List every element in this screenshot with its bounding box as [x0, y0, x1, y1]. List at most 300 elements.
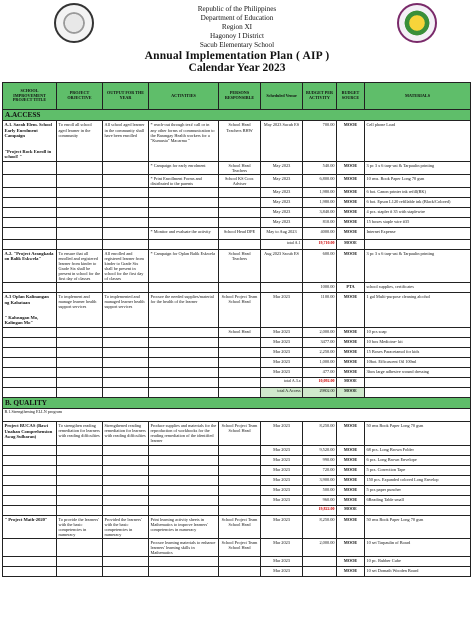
activity-cell: * Monitor and evaluate the activity	[149, 227, 219, 239]
materials-cell: 6Reading Table small	[365, 495, 471, 505]
project-title: A.3 Oplan Kalinangan ng Kabataan	[4, 294, 49, 305]
objective-cell	[57, 217, 103, 227]
schedule-cell	[261, 283, 303, 293]
activity-cell	[149, 347, 219, 357]
schedule-cell: May 2023	[261, 174, 303, 187]
budget-cell: 477.00	[303, 367, 337, 377]
objective-cell	[57, 495, 103, 505]
source-cell: MOOE	[337, 161, 365, 174]
col-header-objective: PROJECT OBJECTIVE	[57, 83, 103, 110]
output-cell: All enrolled and registered learner from kinder to Grade Six shall be present in school for the first day of classes	[103, 249, 149, 282]
aip-table	[2, 82, 471, 577]
output-cell	[103, 161, 149, 174]
objective-cell	[57, 445, 103, 455]
materials-cell: 6 bot. Epson L120 refillable ink (Black/Colored)	[365, 197, 471, 207]
output-cell	[103, 187, 149, 197]
col-header-persons: PERSONS RESPONSIBLE	[219, 83, 261, 110]
materials-cell: 10 rms. Book Paper Long 70 gsm	[365, 174, 471, 187]
schedule-cell: Mar 2023	[261, 445, 303, 455]
persons-cell	[219, 217, 261, 227]
output-cell	[103, 377, 149, 387]
project-title-cell	[3, 495, 57, 505]
activity-cell	[149, 239, 219, 249]
budget-cell: 990.00	[303, 455, 337, 465]
project-title: A.1. Sarah Elem. School Early Enrolment Campaign	[4, 122, 52, 139]
project-title-cell	[3, 377, 57, 387]
schedule-cell: May 2023 Sacub ES	[261, 121, 303, 161]
schedule-cell: Mar 2023	[261, 347, 303, 357]
table-row	[3, 337, 471, 347]
persons-cell	[219, 465, 261, 475]
budget-cell: 1100.00	[303, 293, 337, 328]
col-header-budget: BUDGET PER ACTIVITY	[303, 83, 337, 110]
col-header-activities: ACTIVITIES	[149, 83, 219, 110]
source-cell: MOOE	[337, 217, 365, 227]
schedule-cell: Mar 2023	[261, 422, 303, 445]
objective-cell: To ensure that all enrolled and registered learner from kinder to Grade Six shall be present in school for the first day of classes	[57, 249, 103, 282]
table-row	[3, 495, 471, 505]
table-row	[3, 161, 471, 174]
table-row	[3, 538, 471, 556]
schedule-cell: total A.Access	[261, 387, 303, 397]
schedule-cell: Mar 2023	[261, 475, 303, 485]
output-cell	[103, 475, 149, 485]
materials-cell	[365, 505, 471, 515]
objective-cell	[57, 475, 103, 485]
materials-cell: school supplies, certificates	[365, 283, 471, 293]
output-cell: Provided the learners' with the basic competencies in numeracy	[103, 515, 149, 538]
header-line-region: Region XI	[221, 23, 253, 31]
output-cell	[103, 207, 149, 217]
output-cell	[103, 337, 149, 347]
output-cell	[103, 505, 149, 515]
budget-cell: 1000.00	[303, 283, 337, 293]
output-cell	[103, 217, 149, 227]
budget-cell: 3,840.00	[303, 207, 337, 217]
schedule-cell: May 2023	[261, 207, 303, 217]
document-header	[0, 0, 474, 82]
activity-cell	[149, 566, 219, 576]
output-cell: Strengthened reading remediation for learners with reading difficulties	[103, 422, 149, 445]
table-row	[3, 197, 471, 207]
output-cell	[103, 387, 149, 397]
persons-cell: School Head Teachers	[219, 161, 261, 174]
output-cell	[103, 357, 149, 367]
objective-cell	[57, 283, 103, 293]
schedule-cell: total A.3.a	[261, 377, 303, 387]
source-cell: MOOE	[337, 197, 365, 207]
section-subtitle-row	[3, 409, 471, 422]
schedule-cell: May 2023	[261, 161, 303, 174]
activity-cell	[149, 283, 219, 293]
activity-cell	[149, 207, 219, 217]
project-title-cell	[3, 455, 57, 465]
materials-cell: 6 pcs. Long Brown Envelope	[365, 455, 471, 465]
project-title-cell: A.2. "Project Arangkada on Balik Eskwela"	[3, 249, 57, 282]
persons-cell	[219, 357, 261, 367]
project-slogan: " Kalusugan Mo, Kalingan Mo"	[4, 314, 39, 326]
activity-cell	[149, 485, 219, 495]
source-cell: MOOE	[337, 357, 365, 367]
budget-cell: 2,000.00	[303, 538, 337, 556]
output-cell	[103, 445, 149, 455]
document-title: Annual Implementation Plan ( AIP )	[144, 50, 330, 62]
objective-cell	[57, 538, 103, 556]
subtotal-row	[3, 505, 471, 515]
source-cell: MOOE	[337, 207, 365, 217]
section-subtitle-quality: B.1.Strengthening ELLN program	[3, 409, 471, 422]
source-cell: PTA	[337, 283, 365, 293]
schedule-cell: May 2023	[261, 187, 303, 197]
budget-cell: 2,250.00	[303, 347, 337, 357]
objective-cell	[57, 566, 103, 576]
persons-cell	[219, 485, 261, 495]
objective-cell	[57, 337, 103, 347]
objective-cell	[57, 197, 103, 207]
budget-cell	[303, 556, 337, 566]
source-cell: MOOE	[337, 556, 365, 566]
objective-cell	[57, 174, 103, 187]
objective-cell	[57, 207, 103, 217]
objective-cell	[57, 455, 103, 465]
project-title-cell	[3, 465, 57, 475]
header-line-school: Sacub Elementary School	[199, 41, 275, 49]
persons-cell	[219, 207, 261, 217]
persons-cell	[219, 566, 261, 576]
table-row	[3, 293, 471, 328]
source-cell: MOOE	[337, 422, 365, 445]
output-cell	[103, 347, 149, 357]
budget-cell: 29802.00	[303, 387, 337, 397]
source-cell: MOOE	[337, 505, 365, 515]
activity-cell: Procure the needed supplies/material for the health of the learner	[149, 293, 219, 328]
col-header-pa: SCHOOL IMPROVEMENT PROJECT TITLE	[3, 83, 57, 110]
activity-cell	[149, 217, 219, 227]
budget-cell: 1,980.00	[303, 197, 337, 207]
schedule-cell: Mar 2023	[261, 367, 303, 377]
project-title-cell: Project BUCAS (Bawi Unahan Comprehension Awag Sulbaran)	[3, 422, 57, 445]
persons-cell	[219, 505, 261, 515]
activity-cell: * reach-out through text/ call or in any other forms of communication to the Barangay Health workers for a "Kumusta" Macarma "	[149, 121, 219, 161]
table-row	[3, 227, 471, 239]
activity-cell: Print learning activity sheets in Mathematics to improve learners' competencies in numeracy	[149, 515, 219, 538]
objective-cell	[57, 187, 103, 197]
schedule-cell: Mar 2023	[261, 495, 303, 505]
materials-cell: Internet Expense	[365, 227, 471, 239]
schedule-cell: Mar 2023	[261, 515, 303, 538]
table-row	[3, 187, 471, 197]
persons-cell: School Head	[219, 327, 261, 337]
table-row	[3, 485, 471, 495]
activity-cell	[149, 197, 219, 207]
budget-cell: 6,800.00	[303, 174, 337, 187]
persons-cell	[219, 367, 261, 377]
project-title-cell	[3, 566, 57, 576]
source-cell: MOOE	[337, 227, 365, 239]
objective-cell	[57, 327, 103, 337]
output-cell	[103, 556, 149, 566]
subtotal-row	[3, 239, 471, 249]
activity-cell: Procure learning materials to enhance learners' learning skills in Mathematics	[149, 538, 219, 556]
col-header-materials: MATERIALS	[365, 83, 471, 110]
source-cell: MOOE	[337, 387, 365, 397]
project-title-cell	[3, 357, 57, 367]
budget-cell: 4000.00	[303, 227, 337, 239]
activity-cell	[149, 556, 219, 566]
schedule-cell: total A.1	[261, 239, 303, 249]
section-title-access: A.ACCESS	[3, 110, 471, 121]
budget-cell: 3,900.00	[303, 475, 337, 485]
budget-cell: 8,250.00	[303, 515, 337, 538]
section-row-access	[3, 110, 471, 121]
persons-cell: School Head DPE	[219, 227, 261, 239]
output-cell	[103, 327, 149, 337]
budget-cell: 9,520.00	[303, 445, 337, 455]
source-cell: MOOE	[337, 515, 365, 538]
materials-cell: 10 set Tarpaulin of Board	[365, 538, 471, 556]
activity-cell: * Print Enrollment Forms and distributed to the parents	[149, 174, 219, 187]
source-cell: MOOE	[337, 538, 365, 556]
persons-cell	[219, 377, 261, 387]
project-title-cell	[3, 485, 57, 495]
budget-cell: 8,250.00	[303, 422, 337, 445]
persons-cell	[219, 337, 261, 347]
persons-cell: School Project Team School Head	[219, 538, 261, 556]
project-title-cell	[3, 445, 57, 455]
output-cell	[103, 465, 149, 475]
project-title-cell	[3, 161, 57, 174]
table-row	[3, 515, 471, 538]
persons-cell	[219, 445, 261, 455]
project-title-cell	[3, 293, 57, 328]
schedule-cell	[261, 505, 303, 515]
subtotal-row	[3, 387, 471, 397]
activity-cell	[149, 367, 219, 377]
section-row-quality	[3, 397, 471, 408]
project-title-cell	[3, 227, 57, 239]
project-title-cell	[3, 174, 57, 187]
persons-cell: School Project Team School Head	[219, 422, 261, 445]
table-row	[3, 357, 471, 367]
objective-cell: To implement and manage learner health support services	[57, 293, 103, 328]
activity-cell	[149, 337, 219, 347]
schedule-cell: May to Aug 2023	[261, 227, 303, 239]
persons-cell: School Head Teachers BHW	[219, 121, 261, 161]
schedule-cell: Mar 2023	[261, 337, 303, 347]
source-cell: MOOE	[337, 367, 365, 377]
project-title-cell: " Project Math-2020"	[3, 515, 57, 538]
objective-cell	[57, 239, 103, 249]
project-title-cell	[3, 187, 57, 197]
source-cell: MOOE	[337, 566, 365, 576]
budget-cell: 810.00	[303, 217, 337, 227]
table-header-row	[3, 83, 471, 110]
document-subtitle: Calendar Year 2023	[188, 62, 286, 74]
schedule-cell: Mar 2023	[261, 566, 303, 576]
table-row	[3, 283, 471, 293]
project-title-cell	[3, 239, 57, 249]
source-cell: MOOE	[337, 174, 365, 187]
activity-cell	[149, 327, 219, 337]
table-row	[3, 347, 471, 357]
budget-cell: 500.00	[303, 485, 337, 495]
project-title-cell	[3, 475, 57, 485]
schedule-cell: Mar 2023	[261, 538, 303, 556]
budget-cell: 960.00	[303, 495, 337, 505]
materials-cell: 10 pcs soap	[365, 327, 471, 337]
materials-cell: 5 pcs paper puncher	[365, 485, 471, 495]
persons-cell	[219, 475, 261, 485]
source-cell: MOOE	[337, 327, 365, 337]
source-cell: MOOE	[337, 121, 365, 161]
schedule-cell: Mar 2023	[261, 357, 303, 367]
table-row	[3, 465, 471, 475]
project-title-cell	[3, 367, 57, 377]
header-line-department: Department of Education	[200, 14, 274, 22]
persons-cell	[219, 347, 261, 357]
table-row	[3, 556, 471, 566]
activity-cell: * Campaign for early enrolment	[149, 161, 219, 174]
table-row	[3, 249, 471, 282]
source-cell: MOOE	[337, 347, 365, 357]
activity-cell	[149, 445, 219, 455]
table-row	[3, 121, 471, 161]
section-title-quality: B. QUALITY	[3, 397, 471, 408]
source-cell: MOOE	[337, 187, 365, 197]
activity-cell	[149, 377, 219, 387]
source-cell: MOOE	[337, 465, 365, 475]
materials-cell: 50 rms Book Paper Long 70 gsm	[365, 515, 471, 538]
source-cell: MOOE	[337, 455, 365, 465]
output-cell	[103, 197, 149, 207]
persons-cell	[219, 556, 261, 566]
budget-cell: 19,822.00	[303, 505, 337, 515]
project-title-cell	[3, 197, 57, 207]
persons-cell	[219, 187, 261, 197]
persons-cell	[219, 455, 261, 465]
objective-cell	[57, 377, 103, 387]
materials-cell: 5 pcs. Correction Tape	[365, 465, 471, 475]
objective-cell	[57, 465, 103, 475]
project-title-cell	[3, 337, 57, 347]
objective-cell	[57, 347, 103, 357]
persons-cell	[219, 495, 261, 505]
persons-cell	[219, 283, 261, 293]
materials-cell: 3 pc 3 x 6 tarp-ust & Tarpaulin printing	[365, 161, 471, 174]
source-cell: MOOE	[337, 239, 365, 249]
materials-cell	[365, 387, 471, 397]
schedule-cell: May 2023	[261, 217, 303, 227]
project-title-cell	[3, 556, 57, 566]
materials-cell	[365, 239, 471, 249]
output-cell	[103, 495, 149, 505]
project-title-cell	[3, 283, 57, 293]
source-cell: MOOE	[337, 495, 365, 505]
activity-cell	[149, 357, 219, 367]
persons-cell: School KS Coor. Adviser	[219, 174, 261, 187]
materials-cell: 15 Boxes Paracetamol for kids	[365, 347, 471, 357]
project-title-cell	[3, 217, 57, 227]
objective-cell	[57, 357, 103, 367]
schedule-cell: Mar 2023	[261, 455, 303, 465]
project-title-cell	[3, 505, 57, 515]
schedule-cell: Mar 2023	[261, 327, 303, 337]
persons-cell: School Project Team School Head	[219, 515, 261, 538]
source-cell: MOOE	[337, 485, 365, 495]
materials-cell: 50 rms Book Paper Long 70 gsm	[365, 422, 471, 445]
project-slogan: "Project Rock Enroll in school! "	[4, 148, 52, 160]
objective-cell: To strengthen reading remediation for learners with reading difficulties	[57, 422, 103, 445]
schedule-cell: May 2023	[261, 197, 303, 207]
subtotal-row	[3, 377, 471, 387]
materials-cell: 1 gal Multi-purpose cleaning alcohol	[365, 293, 471, 328]
activity-cell	[149, 465, 219, 475]
table-row	[3, 207, 471, 217]
objective-cell	[57, 367, 103, 377]
table-row	[3, 327, 471, 337]
materials-cell: 3 pc 3 x 6 tarp-ust & Tarpaulin printing	[365, 249, 471, 282]
objective-cell	[57, 387, 103, 397]
budget-cell: 540.00	[303, 161, 337, 174]
table-row	[3, 455, 471, 465]
persons-cell: School Project Team School Head	[219, 293, 261, 328]
source-cell: MOOE	[337, 445, 365, 455]
materials-cell: 10 box Medicine- kit	[365, 337, 471, 347]
source-cell: MOOE	[337, 249, 365, 282]
activity-cell	[149, 495, 219, 505]
activity-cell	[149, 455, 219, 465]
output-cell: All school aged learner in the community shall have been enrolled	[103, 121, 149, 161]
project-title-cell	[3, 538, 57, 556]
materials-cell: 4 pcs. stapler # 35 with staplewire	[365, 207, 471, 217]
materials-cell: 10 set Domath Wooden Board	[365, 566, 471, 576]
col-header-schedule: Scheduled Venue	[261, 83, 303, 110]
project-title-cell	[3, 347, 57, 357]
budget-cell: 600.00	[303, 249, 337, 282]
project-title-cell	[3, 327, 57, 337]
output-cell	[103, 367, 149, 377]
persons-cell	[219, 387, 261, 397]
persons-cell	[219, 197, 261, 207]
schedule-cell: Mar 2023	[261, 293, 303, 328]
budget-cell: 19,710.00	[303, 239, 337, 249]
output-cell	[103, 227, 149, 239]
schedule-cell: Mar 2023	[261, 556, 303, 566]
source-cell: MOOE	[337, 293, 365, 328]
output-cell	[103, 174, 149, 187]
objective-cell	[57, 485, 103, 495]
materials-cell: 10 pc. Rubber Cube	[365, 556, 471, 566]
output-cell	[103, 283, 149, 293]
table-row	[3, 174, 471, 187]
header-line-republic: Republic of the Philippines	[197, 5, 277, 13]
table-row	[3, 475, 471, 485]
table-row	[3, 217, 471, 227]
source-cell: MOOE	[337, 377, 365, 387]
table-row	[3, 566, 471, 576]
activity-cell	[149, 505, 219, 515]
objective-cell	[57, 227, 103, 239]
objective-cell	[57, 556, 103, 566]
activity-cell	[149, 187, 219, 197]
output-cell	[103, 455, 149, 465]
project-title-cell	[3, 207, 57, 217]
persons-cell	[219, 239, 261, 249]
col-header-output: OUTPUT FOR THE YEAR	[103, 83, 149, 110]
materials-cell: 6 bot. Canon printer ink refill(BK)	[365, 187, 471, 197]
schedule-cell: Mar 2023	[261, 465, 303, 475]
budget-cell: 10,092.00	[303, 377, 337, 387]
